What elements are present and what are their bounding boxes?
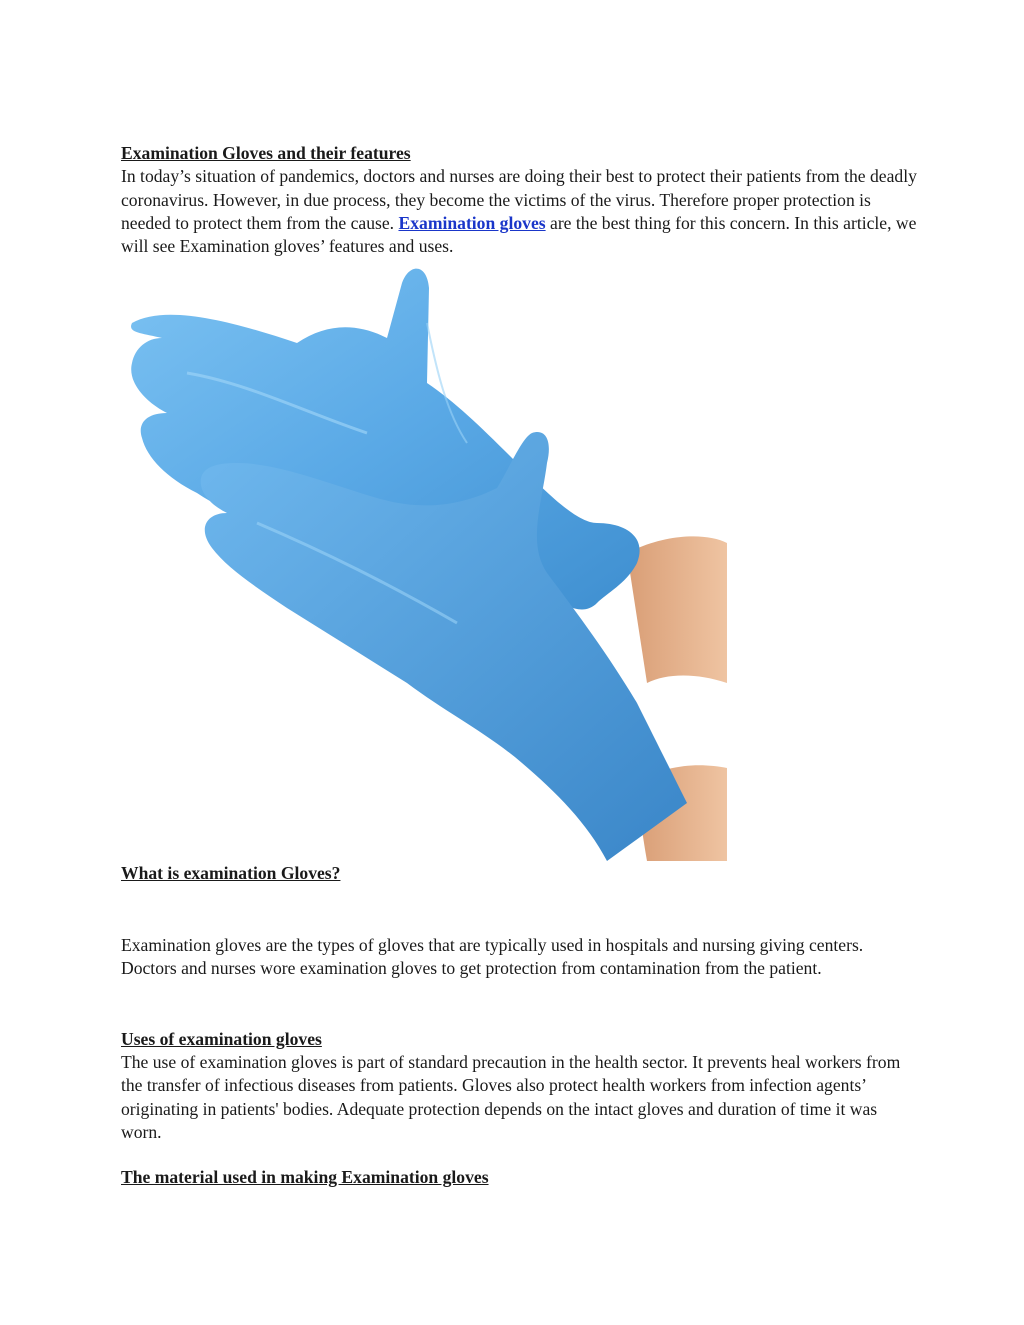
section-heading-uses: Uses of examination gloves bbox=[121, 1029, 322, 1049]
intro-section bbox=[121, 142, 921, 258]
examination-gloves-link[interactable]: Examination gloves bbox=[398, 212, 546, 233]
section-heading-what-is: What is examination Gloves? bbox=[121, 863, 341, 883]
section-heading-material: The material used in making Examination gloves bbox=[121, 1167, 489, 1187]
blue-gloves-photo bbox=[127, 263, 727, 861]
what-is-paragraph: Examination gloves are the types of gloves that are typically used in hospitals and nursing giving centers. Doctors and nurses wore examination gloves to get protection from contamination from the patient. bbox=[121, 935, 864, 979]
section-heading-features: Examination Gloves and their features bbox=[121, 143, 411, 163]
intro-paragraph bbox=[121, 165, 921, 258]
intro-text-after-link: are the best thing for this concern. In this article, we will see Examination gloves’ features and uses. bbox=[121, 212, 917, 257]
intro-text-before-link: In today’s situation of pandemics, doctors and nurses are doing their best to protect their patients from the deadly coronavirus. However, in due process, they become the victims of the virus. Therefore proper protection is needed to protect them from the cause. bbox=[121, 166, 917, 233]
uses-paragraph: The use of examination gloves is part of standard precaution in the health sector. It prevents heal workers from the transfer of infectious diseases from patients. Gloves also protect health workers from infection agents’ originating in patients' bodies. Adequate protection depends on the intact gloves and duration of time it was worn. bbox=[121, 1052, 901, 1142]
